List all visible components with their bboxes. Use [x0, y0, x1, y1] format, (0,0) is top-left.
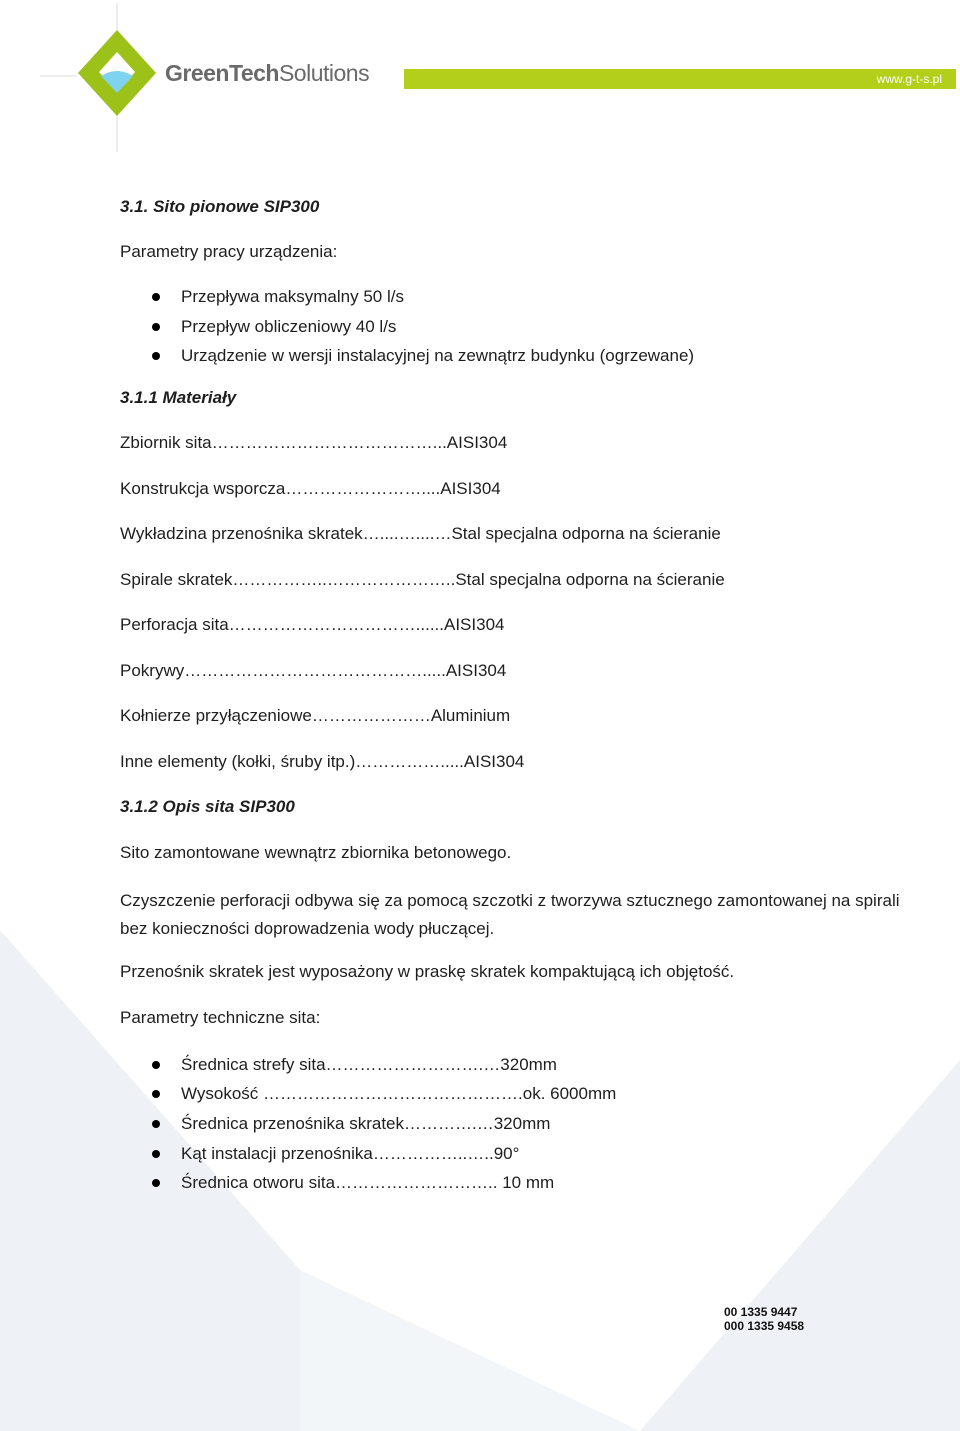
list-item — [120, 1139, 910, 1169]
description-paragraph: Przenośnik skratek jest wyposażony w praskę skratek kompaktującą ich objętość. — [120, 962, 735, 982]
list-item — [120, 1109, 910, 1139]
description-paragraph: Czyszczenie perforacji odbywa się za pomocą szczotki z tworzywa sztucznego zamontowanej na spirali bez konieczności doprowadzenia wody płuczącej. — [120, 891, 900, 939]
bullet-icon — [152, 1179, 160, 1187]
list-item-text: Kąt instalacji przenośnika……………..…..90° — [181, 1143, 520, 1163]
logo-light-text: Solutions — [278, 60, 370, 86]
list-item — [120, 282, 910, 312]
list-item-text: Przepływa maksymalny 50 l/s — [181, 287, 404, 306]
material-row: Wykładzina przenośnika skratek…....…....…Stal specjalna odporna na ścieranie — [120, 524, 721, 544]
list-item — [120, 341, 910, 371]
list-item-text: Wysokość ……………………………………….ok. 6000mm — [181, 1084, 617, 1104]
material-row: Pokrywy…………………………………….....AISI304 — [120, 660, 507, 680]
list-item — [120, 1168, 910, 1198]
bullet-icon — [152, 1090, 160, 1098]
list-item-text: Urządzenie w wersji instalacyjnej na zewnątrz budynku (ogrzewane) — [181, 346, 695, 366]
section-title: 3.1. Sito pionowe SIP300 — [120, 197, 320, 216]
work-params-title: Parametry pracy urządzenia: — [120, 242, 338, 261]
work-params-list — [120, 282, 910, 371]
bullet-icon — [152, 323, 160, 331]
list-item — [120, 1079, 910, 1109]
bullet-icon — [152, 1150, 160, 1158]
phone-number: 000 1335 9458 — [724, 1319, 805, 1333]
materials-title: 3.1.1 Materiały — [120, 388, 237, 408]
bullet-icon — [152, 352, 160, 360]
list-item — [120, 312, 910, 342]
material-row: Inne elementy (kołki, śruby itp.)…………….....AISI304 — [120, 751, 525, 771]
logo-bold-text: GreenTech — [165, 60, 279, 86]
material-row: Kołnierze przyłączeniowe…………………Aluminium — [120, 706, 511, 726]
header-green-band — [404, 69, 956, 89]
material-row: Perforacja sita……………………………......AISI304 — [120, 615, 505, 635]
list-item — [120, 1050, 910, 1080]
footer-phones — [724, 1305, 814, 1333]
description-paragraph: Sito zamontowane wewnątrz zbiornika betonowego. — [120, 842, 512, 862]
phone-number: 00 1335 9447 — [724, 1305, 798, 1319]
website-link[interactable]: www.g-t-s.pl — [876, 72, 942, 86]
page-header — [0, 0, 960, 160]
bullet-icon — [152, 1120, 160, 1128]
material-row: Zbiornik sita…………………………………...AISI304 — [120, 433, 508, 453]
bullet-icon — [152, 293, 160, 301]
tech-params-title: Parametry techniczne sita: — [120, 1007, 321, 1027]
description-title: 3.1.2 Opis sita SIP300 — [120, 797, 295, 817]
list-item-text: Średnica przenośnika skratek………….…320mm — [181, 1113, 551, 1133]
material-row: Spirale skratek……………..…………………..Stal specjalna odporna na ścieranie — [120, 569, 725, 589]
tech-params-list — [120, 1050, 910, 1198]
list-item-text: Średnica otworu sita……………………….. 10 mm — [181, 1173, 555, 1193]
leaf-drop-logo-icon — [0, 0, 190, 160]
document-body — [120, 196, 910, 1198]
list-item-text: Średnica strefy sita……………………….…320mm — [181, 1054, 557, 1074]
list-item-text: Przepływ obliczeniowy 40 l/s — [181, 316, 397, 336]
logo-wordmark — [165, 60, 369, 87]
material-row: Konstrukcja wsporcza……………………....AISI304 — [120, 478, 501, 498]
bullet-icon — [152, 1061, 160, 1069]
